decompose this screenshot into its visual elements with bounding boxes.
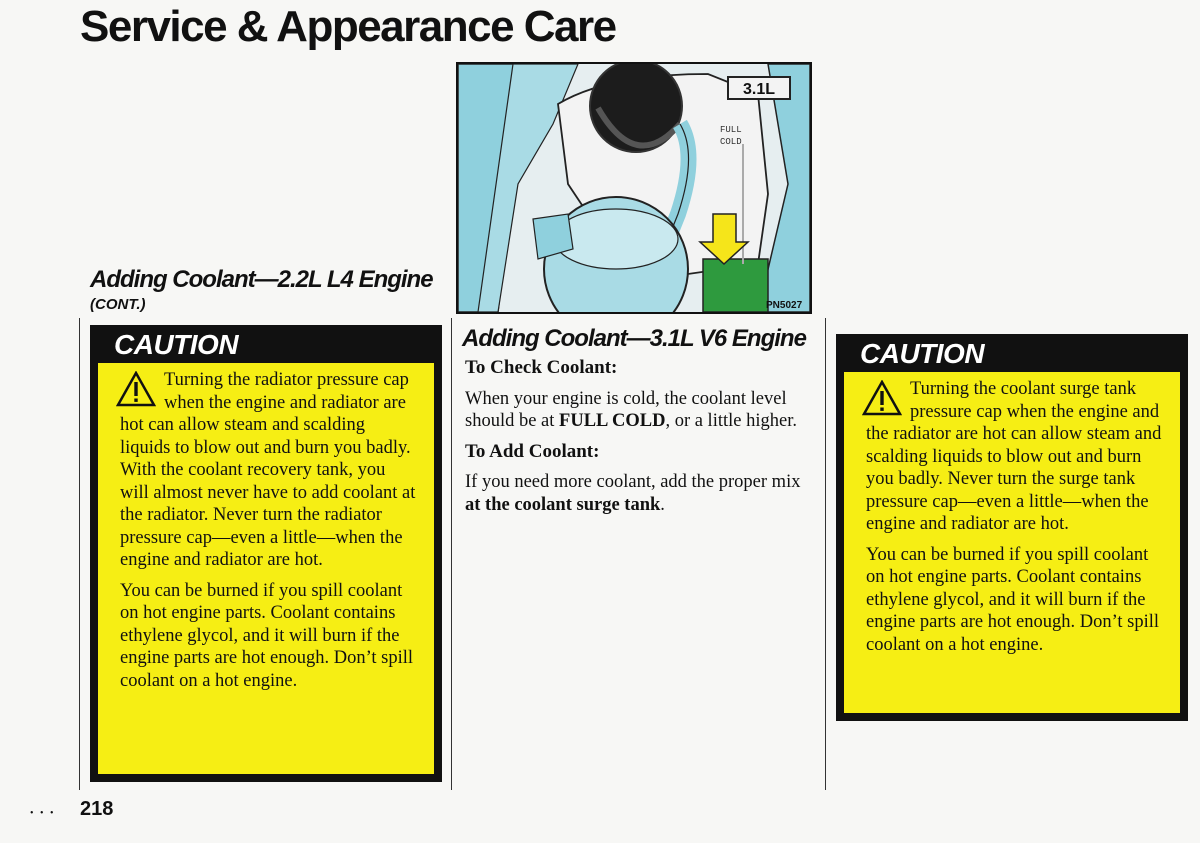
continued-note: (CONT.) [90,296,146,313]
engine-bay-drawing [458,64,810,312]
column-rule-middle [451,318,452,790]
caution-paragraph: You can be burned if you spill coolant on hot engine parts. Coolant contains ethylene glycol, and it will burn if the engine parts are hot enough. Don’t spill coolant on a hot engine. [866,544,1160,655]
caution-box-right [836,334,1188,721]
caution-paragraph: Turning the coolant surge tank pressure cap when the engine and the radiator are hot can allow steam and scalding liquids to blow out and burn you badly. Never turn the surge tank pressure cap—even a little—when the engine and radiator are hot. [866,379,1162,534]
section-heading-3-1l: Adding Coolant—3.1L V6 Engine [462,325,806,352]
engine-coolant-illustration [456,62,812,314]
caution-label: CAUTION [114,329,239,360]
cold-label: COLD [720,137,742,147]
page-number: 218 [80,798,114,820]
column-rule-left [79,318,80,790]
middle-body [465,357,810,516]
caution-content [98,363,434,774]
page-dots: • • • [30,808,56,819]
engine-label: 3.1L [742,81,776,98]
full-label: FULL [720,125,742,135]
caution-paragraph: You can be burned if you spill coolant on hot engine parts. Coolant contains ethylene glycol, and it will burn if the engine parts are hot enough. Don’t spill coolant on a hot engine. [120,580,414,691]
section-heading-2-2l: Adding Coolant—2.2L L4 Engine [90,266,433,293]
caution-paragraph: Turning the radiator pressure cap when the engine and radiator are hot can allow steam and scalding liquids to blow out and burn you badly. With the coolant recovery tank, you will almost never have to add coolant at the radiator. Never turn the radiator pressure cap—even a little—when the engine and radiator are hot. [120,370,416,570]
caution-content [844,372,1180,713]
page-title: Service & Appearance Care [80,2,616,51]
check-coolant-heading: To Check Coolant: [465,357,618,378]
warning-triangle-icon [862,380,902,416]
caution-box-left [90,325,442,782]
add-coolant-text: If you need more coolant, add the proper mix at the coolant surge tank. [465,472,801,515]
check-coolant-text: When your engine is cold, the coolant level should be at FULL COLD, or a little higher. [465,388,797,431]
caution-label: CAUTION [860,338,985,369]
add-coolant-heading: To Add Coolant: [465,440,600,462]
column-rule-right [825,318,826,790]
warning-triangle-icon [116,371,156,407]
figure-code: PN5027 [766,300,803,311]
